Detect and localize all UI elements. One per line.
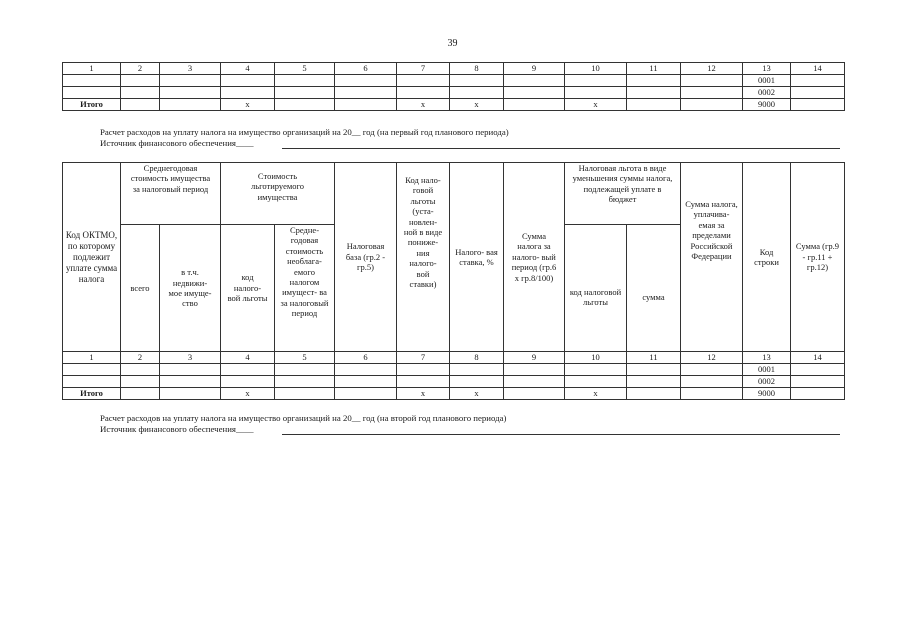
- header-abroad: Сумма налога, уплачива- емая за пределами Российской Федерации: [681, 163, 743, 352]
- column-number: 11: [627, 63, 681, 75]
- table-cell: [565, 75, 627, 87]
- table-row: [63, 87, 845, 99]
- table-cell: [450, 376, 504, 388]
- column-number: 14: [791, 63, 845, 75]
- column-number: 2: [121, 63, 160, 75]
- column-number-row: [63, 63, 845, 75]
- source-rule-second: [282, 434, 840, 435]
- column-number: 7: [397, 352, 450, 364]
- table-cell: 0002: [743, 376, 791, 388]
- top-table-body: [63, 63, 845, 111]
- table-cell: [397, 75, 450, 87]
- table-cell: [121, 99, 160, 111]
- table-cell: [450, 87, 504, 99]
- table-cell: [791, 364, 845, 376]
- bottom-table: [62, 162, 845, 400]
- table-cell: [335, 376, 397, 388]
- table-cell: [397, 376, 450, 388]
- column-number: 6: [335, 63, 397, 75]
- column-number: 1: [63, 63, 121, 75]
- column-number: 13: [743, 63, 791, 75]
- table-cell: [63, 364, 121, 376]
- table-cell: [121, 75, 160, 87]
- table-cell: [121, 364, 160, 376]
- table-cell: x: [565, 99, 627, 111]
- table-cell: [565, 376, 627, 388]
- table-cell: [221, 364, 275, 376]
- header-oktmo: Код ОКТМО, по которому подлежит уплате сумма налога: [63, 163, 121, 352]
- table-cell: [335, 99, 397, 111]
- table-cell: 0002: [743, 87, 791, 99]
- table-row: [63, 99, 845, 111]
- header-exempt-avg: Средне- годовая стоимость необлага- емого налогом имущест- ва за налоговый период: [275, 225, 335, 352]
- table-cell: [397, 364, 450, 376]
- column-number: 8: [450, 63, 504, 75]
- table-cell: [275, 87, 335, 99]
- table-cell: [627, 75, 681, 87]
- column-number-row: [63, 352, 845, 364]
- column-number: 10: [565, 352, 627, 364]
- header-tax-rate: Налого- вая ставка, %: [450, 163, 504, 352]
- table-cell: [565, 364, 627, 376]
- table-cell: x: [221, 388, 275, 400]
- table-cell: [121, 388, 160, 400]
- table-cell: [160, 388, 221, 400]
- table-cell: x: [450, 99, 504, 111]
- table-cell: [275, 364, 335, 376]
- table-cell: [504, 364, 565, 376]
- table-cell: [160, 75, 221, 87]
- table-cell: [397, 87, 450, 99]
- table-cell: Итого: [63, 99, 121, 111]
- table-cell: [450, 75, 504, 87]
- table-cell: [627, 364, 681, 376]
- table-cell: [63, 87, 121, 99]
- header-total: Сумма (гр.9 - гр.11 + гр.12): [791, 163, 845, 352]
- column-number: 12: [681, 352, 743, 364]
- table-cell: [504, 376, 565, 388]
- table-cell: [504, 99, 565, 111]
- header-reduction-code: код налоговой льготы: [565, 225, 627, 352]
- table-cell: [504, 75, 565, 87]
- table-row: [63, 388, 845, 400]
- table-cell: [627, 388, 681, 400]
- table-cell: [275, 75, 335, 87]
- header-exempt-cost: Стоимость льготируемого имущества: [221, 163, 335, 225]
- column-number: 9: [504, 63, 565, 75]
- table-cell: [335, 75, 397, 87]
- table-cell: [681, 376, 743, 388]
- top-table: [62, 62, 845, 111]
- column-number: 1: [63, 352, 121, 364]
- table-cell: [791, 388, 845, 400]
- table-cell: [681, 364, 743, 376]
- column-number: 8: [450, 352, 504, 364]
- table-cell: [221, 376, 275, 388]
- table-cell: [565, 87, 627, 99]
- table-cell: x: [450, 388, 504, 400]
- table-cell: [160, 99, 221, 111]
- header-avg-total: всего: [121, 225, 160, 352]
- table-cell: x: [221, 99, 275, 111]
- table-cell: [504, 388, 565, 400]
- column-number: 10: [565, 63, 627, 75]
- column-number: 14: [791, 352, 845, 364]
- table-cell: [63, 75, 121, 87]
- bottom-table-body: [63, 352, 845, 400]
- table-cell: [63, 376, 121, 388]
- column-number: 4: [221, 63, 275, 75]
- table-cell: [121, 376, 160, 388]
- column-number: 3: [160, 352, 221, 364]
- table-cell: 9000: [743, 99, 791, 111]
- header-tax-sum: Сумма налога за налого- вый период (гр.6 x гр.8/100): [504, 163, 565, 352]
- table-cell: [275, 376, 335, 388]
- table-cell: Итого: [63, 388, 121, 400]
- table-cell: 0001: [743, 75, 791, 87]
- header-exempt-code: код налого- вой льготы: [221, 225, 275, 352]
- column-number: 3: [160, 63, 221, 75]
- table-cell: [160, 364, 221, 376]
- table-cell: [791, 75, 845, 87]
- table-cell: [504, 87, 565, 99]
- table-row: [63, 364, 845, 376]
- column-number: 4: [221, 352, 275, 364]
- header-avg-realty: в т.ч. недвижи- мое имуще- ство: [160, 225, 221, 352]
- table-cell: [335, 388, 397, 400]
- table-cell: [791, 87, 845, 99]
- column-number: 7: [397, 63, 450, 75]
- table-cell: [681, 388, 743, 400]
- column-number: 5: [275, 352, 335, 364]
- table-cell: [275, 99, 335, 111]
- header-line-code: Код строки: [743, 163, 791, 352]
- table-cell: x: [565, 388, 627, 400]
- table-cell: [335, 87, 397, 99]
- table-cell: [791, 376, 845, 388]
- section-second-source: Источник финансового обеспечения____: [100, 424, 254, 434]
- page-number: 39: [447, 38, 458, 49]
- table-cell: x: [397, 388, 450, 400]
- header-reduction-sum: сумма: [627, 225, 681, 352]
- header-tax-base: Налоговая база (гр.2 - гр.5): [335, 163, 397, 352]
- table-cell: 9000: [743, 388, 791, 400]
- table-row: [63, 376, 845, 388]
- header-reduction: Налоговая льгота в виде уменьшения суммы налога, подлежащей уплате в бюджет: [565, 163, 681, 225]
- table-cell: [681, 87, 743, 99]
- table-row: [63, 75, 845, 87]
- table-cell: [160, 376, 221, 388]
- table-cell: [275, 388, 335, 400]
- table-cell: [221, 87, 275, 99]
- table-cell: [160, 87, 221, 99]
- section-first-source: Источник финансового обеспечения____: [100, 138, 254, 148]
- header-avg-cost: Среднегодовая стоимость имущества за налоговый период: [121, 163, 221, 225]
- table-cell: [627, 376, 681, 388]
- table-cell: x: [397, 99, 450, 111]
- table-cell: [791, 99, 845, 111]
- table-cell: [681, 99, 743, 111]
- column-number: 2: [121, 352, 160, 364]
- table-cell: [450, 364, 504, 376]
- source-rule-first: [282, 148, 840, 149]
- table-cell: [681, 75, 743, 87]
- column-number: 13: [743, 352, 791, 364]
- table-cell: [221, 75, 275, 87]
- column-number: 9: [504, 352, 565, 364]
- header-benefit-code: Код нало- говой льготы (уста- новлен- ной в виде пониже- ния налого- вой ставки): [397, 163, 450, 352]
- table-cell: [121, 87, 160, 99]
- table-cell: [335, 364, 397, 376]
- section-second-title: Расчет расходов на уплату налога на имущество организаций на 20__ год (на второй год планового периода): [100, 413, 507, 423]
- column-number: 12: [681, 63, 743, 75]
- table-cell: [627, 87, 681, 99]
- column-number: 5: [275, 63, 335, 75]
- column-number: 6: [335, 352, 397, 364]
- section-first-title: Расчет расходов на уплату налога на имущество организаций на 20__ год (на первый год планового периода): [100, 127, 509, 137]
- column-number: 11: [627, 352, 681, 364]
- table-cell: [627, 99, 681, 111]
- table-cell: 0001: [743, 364, 791, 376]
